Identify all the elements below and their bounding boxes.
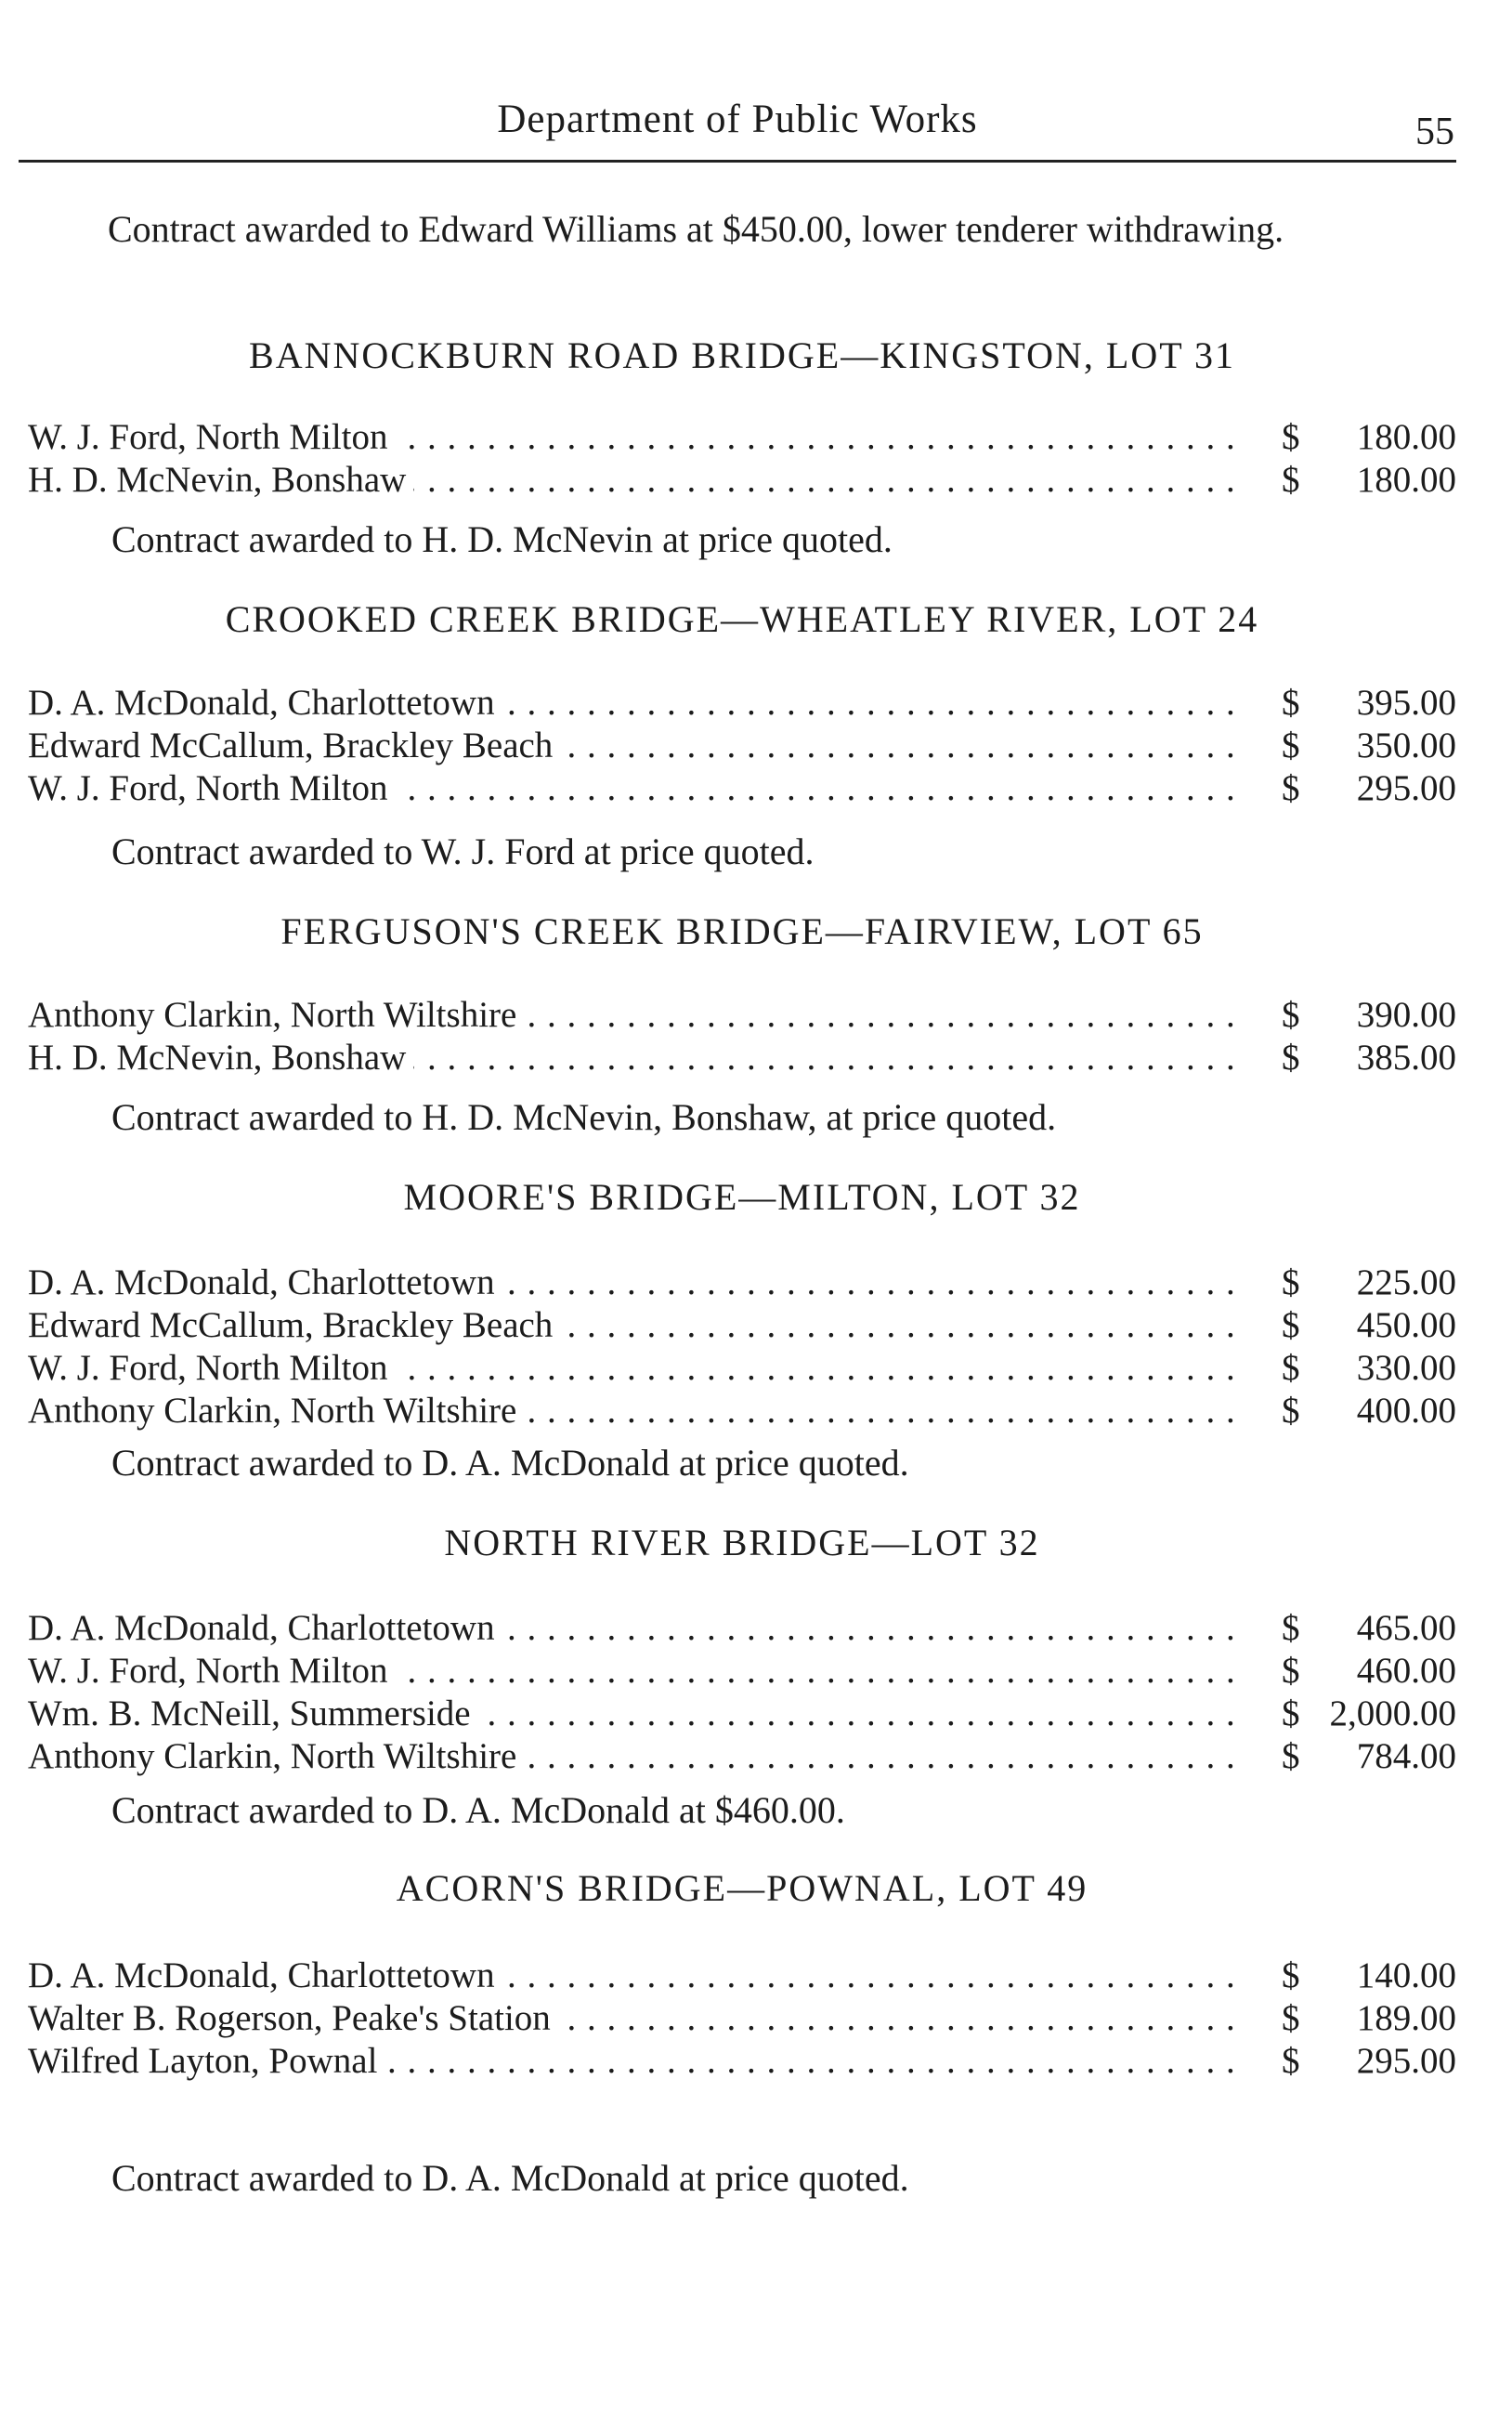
- tender-amount: 2,000.00: [1329, 1693, 1456, 1733]
- tender-amount: 350.00: [1356, 726, 1456, 765]
- tender-amount: 330.00: [1356, 1348, 1456, 1388]
- tender-name: H. D. McNevin, Bonshaw: [28, 460, 413, 500]
- tender-row: [28, 767, 1456, 810]
- tender-row: [28, 2040, 1456, 2083]
- tender-list: [28, 994, 1456, 1079]
- currency-sign: $: [1282, 683, 1300, 723]
- tender-list: [28, 1955, 1456, 2083]
- currency-sign: $: [1282, 1305, 1300, 1345]
- tender-row: [28, 1304, 1456, 1347]
- tender-amount: 450.00: [1356, 1305, 1456, 1345]
- award-statement: Contract awarded to H. D. McNevin at price quoted.: [111, 518, 893, 560]
- section-heading: CROOKED CREEK BRIDGE—WHEATLEY RIVER, LOT 24: [225, 598, 1259, 640]
- currency-sign: $: [1282, 1391, 1300, 1431]
- header-rule: [19, 160, 1456, 163]
- tender-list: [28, 682, 1456, 810]
- tender-amount: 140.00: [1356, 1955, 1456, 1995]
- tender-list: [28, 416, 1456, 502]
- tender-amount: 189.00: [1356, 1998, 1456, 2038]
- tender-name: W. J. Ford, North Milton: [28, 417, 396, 457]
- tender-amount: 395.00: [1356, 683, 1456, 723]
- tender-row: [28, 1347, 1456, 1390]
- tender-row: [28, 1262, 1456, 1304]
- section-heading: MOORE'S BRIDGE—MILTON, LOT 32: [403, 1176, 1081, 1218]
- tender-name: Walter B. Rogerson, Peake's Station: [28, 1998, 558, 2038]
- tender-name: Edward McCallum, Brackley Beach: [28, 1305, 560, 1345]
- tender-name: D. A. McDonald, Charlottetown: [28, 1608, 502, 1648]
- currency-sign: $: [1282, 1736, 1300, 1776]
- tender-name: Edward McCallum, Brackley Beach: [28, 726, 560, 765]
- tender-amount: 400.00: [1356, 1391, 1456, 1431]
- tender-row: [28, 416, 1456, 459]
- tender-row: [28, 1607, 1456, 1650]
- currency-sign: $: [1282, 1955, 1300, 1995]
- section-heading: FERGUSON'S CREEK BRIDGE—FAIRVIEW, LOT 65: [280, 910, 1204, 952]
- tender-row: [28, 459, 1456, 502]
- currency-sign: $: [1282, 2041, 1300, 2081]
- tender-row: [28, 994, 1456, 1037]
- award-statement: Contract awarded to W. J. Ford at price quoted.: [111, 830, 815, 872]
- tender-name: Anthony Clarkin, North Wiltshire: [28, 995, 524, 1035]
- tender-name: D. A. McDonald, Charlottetown: [28, 1955, 502, 1995]
- tender-name: Wm. B. McNeill, Summerside: [28, 1693, 478, 1733]
- currency-sign: $: [1282, 768, 1300, 808]
- currency-sign: $: [1282, 1651, 1300, 1691]
- tender-amount: 784.00: [1356, 1736, 1456, 1776]
- tender-row: [28, 1037, 1456, 1079]
- tender-row: [28, 1693, 1456, 1735]
- section-heading: ACORN'S BRIDGE—POWNAL, LOT 49: [396, 1867, 1088, 1909]
- currency-sign: $: [1282, 417, 1300, 457]
- tender-name: D. A. McDonald, Charlottetown: [28, 683, 502, 723]
- tender-row: [28, 1735, 1456, 1778]
- currency-sign: $: [1282, 1262, 1300, 1302]
- tender-amount: 390.00: [1356, 995, 1456, 1035]
- tender-amount: 295.00: [1356, 2041, 1456, 2081]
- tender-name: Anthony Clarkin, North Wiltshire: [28, 1736, 524, 1776]
- tender-amount: 180.00: [1356, 417, 1456, 457]
- currency-sign: $: [1282, 1608, 1300, 1648]
- tender-list: [28, 1607, 1456, 1778]
- running-head: [19, 97, 1456, 163]
- tender-name: Wilfred Layton, Pownal: [28, 2041, 385, 2081]
- tender-name: D. A. McDonald, Charlottetown: [28, 1262, 502, 1302]
- tender-row: [28, 682, 1456, 725]
- section-heading: BANNOCKBURN ROAD BRIDGE—KINGSTON, LOT 31: [249, 334, 1235, 376]
- tender-name: Anthony Clarkin, North Wiltshire: [28, 1391, 524, 1431]
- tender-amount: 180.00: [1356, 460, 1456, 500]
- tender-name: W. J. Ford, North Milton: [28, 1651, 396, 1691]
- currency-sign: $: [1282, 726, 1300, 765]
- tender-row: [28, 725, 1456, 767]
- tender-name: W. J. Ford, North Milton: [28, 768, 396, 808]
- tender-name: H. D. McNevin, Bonshaw: [28, 1038, 413, 1078]
- tender-amount: 460.00: [1356, 1651, 1456, 1691]
- currency-sign: $: [1282, 1693, 1300, 1733]
- currency-sign: $: [1282, 460, 1300, 500]
- tender-amount: 465.00: [1356, 1608, 1456, 1648]
- intro-text: Contract awarded to Edward Williams at $450.00, lower tenderer withdrawing.: [108, 208, 1284, 250]
- page-number: 55: [1415, 111, 1454, 153]
- tender-row: [28, 1650, 1456, 1693]
- tender-row: [28, 1997, 1456, 2040]
- running-title: Department of Public Works: [497, 98, 978, 141]
- currency-sign: $: [1282, 1038, 1300, 1078]
- award-statement: Contract awarded to H. D. McNevin, Bonshaw, at price quoted.: [111, 1096, 1057, 1138]
- currency-sign: $: [1282, 1998, 1300, 2038]
- tender-name: W. J. Ford, North Milton: [28, 1348, 396, 1388]
- tender-amount: 295.00: [1356, 768, 1456, 808]
- award-statement: Contract awarded to D. A. McDonald at price quoted.: [111, 1442, 909, 1484]
- intro-paragraph: [28, 206, 1456, 253]
- tender-amount: 385.00: [1356, 1038, 1456, 1078]
- tender-row: [28, 1390, 1456, 1432]
- tender-amount: 225.00: [1356, 1262, 1456, 1302]
- tender-row: [28, 1955, 1456, 1997]
- currency-sign: $: [1282, 1348, 1300, 1388]
- award-statement: Contract awarded to D. A. McDonald at $460.00.: [111, 1789, 845, 1831]
- section-heading: NORTH RIVER BRIDGE—LOT 32: [444, 1522, 1040, 1563]
- currency-sign: $: [1282, 995, 1300, 1035]
- award-statement: Contract awarded to D. A. McDonald at price quoted.: [111, 2157, 909, 2199]
- tender-list: [28, 1262, 1456, 1432]
